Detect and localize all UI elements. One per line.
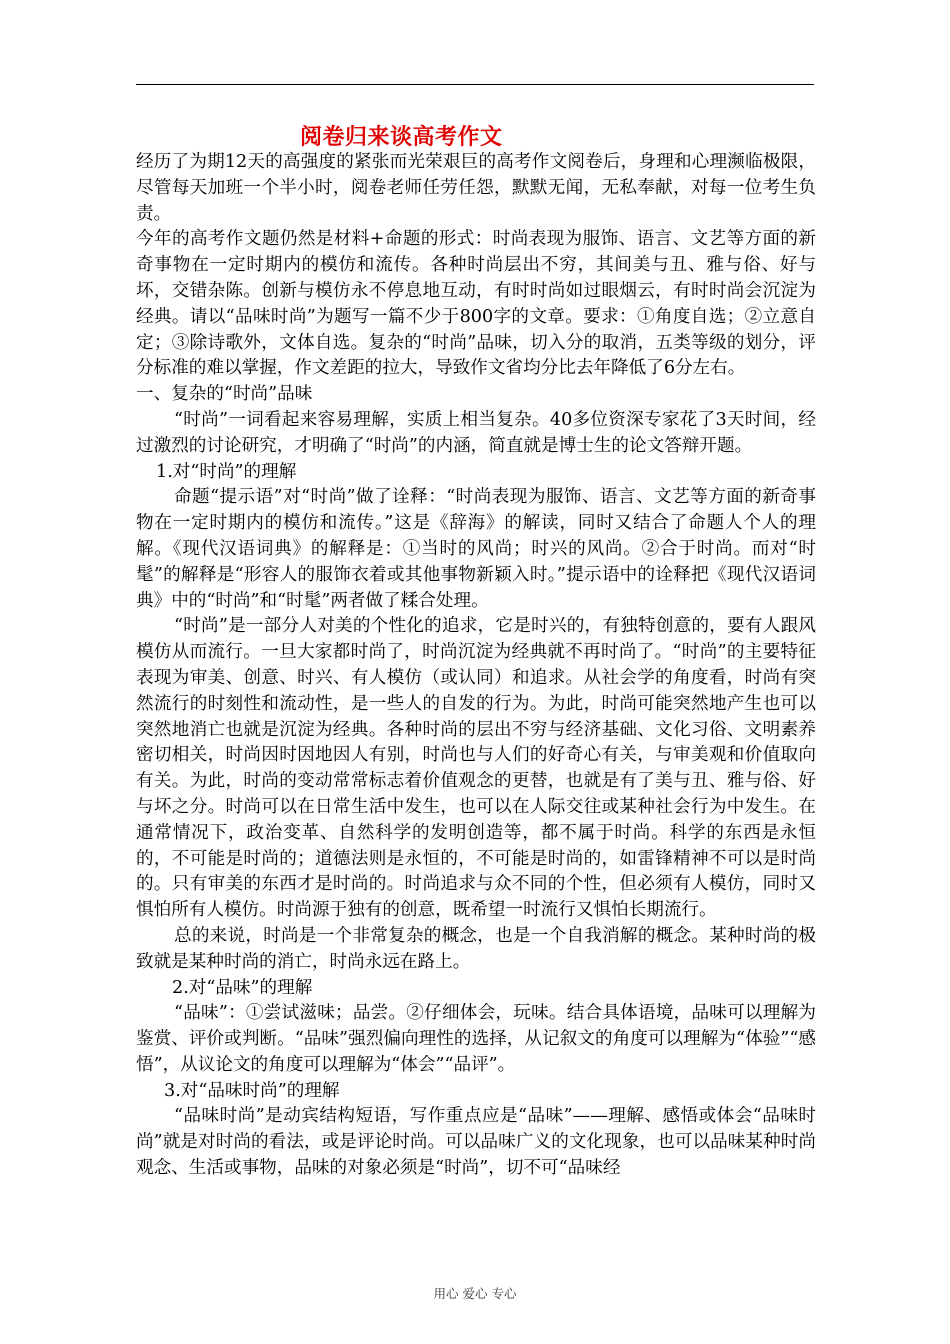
header-rule <box>136 84 814 85</box>
page-footer: 用心 爱心 专心 <box>433 1286 517 1301</box>
section-heading-1: 一、复杂的“时尚”品味 <box>136 384 313 405</box>
subsection-heading-2: 2.对“品味”的理解 <box>172 977 313 998</box>
paragraph-prompt: 今年的高考作文题仍然是材料+命题的形式：时尚表现为服饰、语言、文艺等方面的新奇事物在一定时期内的模仿和流传。各种时尚层出不穷，其间美与丑、雅与俗、好与坏，交错杂陈。创新与模仿永不停息地互动，有时时尚如过眼烟云，有时时尚会沉淀为经典。请以“品味时尚”为题写一篇不少于800字的文章。要求：①角度自选；②立意自定；③除诗歌外，文体自选。复杂的“时尚”品味，切入分的取消，五类等级的划分，评分标准的难以掌握，作文差距的拉大，导致作文省均分比去年降低了6分左右。 <box>136 229 816 379</box>
paragraph-intro: 经历了为期12天的高强度的紧张而光荣艰巨的高考作文阅卷后，身理和心理濒临极限，尽管每天加班一个半小时，阅卷老师任劳任怨，默默无闻，无私奉献，对每一位考生负责。 <box>136 152 816 224</box>
document-title: 阅卷归来谈高考作文 <box>300 125 503 150</box>
subsection-heading-3: 3.对“品味时尚”的理解 <box>164 1080 340 1101</box>
paragraph-body: “品味”：①尝试滋味；品尝。②仔细体会，玩味。结合具体语境，品味可以理解为鉴赏、评价或判断。“品味”强烈偏向理性的选择，从记叙文的角度可以理解为“体验”“感悟”，从议论文的角度可以理解为“体会”“品评”。 <box>136 1003 816 1075</box>
paragraph-body: “时尚”一词看起来容易理解，实质上相当复杂。40多位资深专家花了3天时间，经过激烈的讨论研究，才明确了“时尚”的内涵，简直就是博士生的论文答辩开题。 <box>136 409 816 456</box>
paragraph-body: “时尚”是一部分人对美的个性化的追求，它是时兴的，有独特创意的，要有人跟风模仿从而流行。一旦大家都时尚了，时尚沉淀为经典就不再时尚了。“时尚”的主要特征表现为审美、创意、时兴、有人模仿（或认同）和追求。从社会学的角度看，时尚有突然流行的时刻性和流动性，是一些人的自发的行为。为此，时尚可能突然地产生也可以突然地消亡也就是沉淀为经典。各种时尚的层出不穷与经济基础、文化习俗、文明素养密切相关，时尚因时因地因人有别，时尚也与人们的好奇心有关，与审美观和价值取向有关。为此，时尚的变动常常标志着价值观念的更替，也就是有了美与丑、雅与俗、好与坏之分。时尚可以在日常生活中发生，也可以在人际交往或某种社会行为中发生。在通常情况下，政治变革、自然科学的发明创造等，都不属于时尚。科学的东西是永恒的，不可能是时尚的；道德法则是永恒的，不可能是时尚的，如雷锋精神不可以是时尚的。只有审美的东西才是时尚的。时尚追求与众不同的个性，但必须有人模仿，同时又惧怕所有人模仿。时尚源于独有的创意，既希望一时流行又惧怕长期流行。 <box>136 616 816 921</box>
paragraph-body: 总的来说，时尚是一个非常复杂的概念，也是一个自我消解的概念。某种时尚的极致就是某种时尚的消亡，时尚永远在路上。 <box>136 925 816 972</box>
paragraph-body: 命题“提示语”对“时尚”做了诠释：“时尚表现为服饰、语言、文艺等方面的新奇事物在一定时期内的模仿和流传。”这是《辞海》的解读，同时又结合了命题人个人的理解。《现代汉语词典》的解释是：①当时的风尚；时兴的风尚。②合于时尚。而对“时髦”的解释是“形容人的服饰衣着或其他事物新颖入时。”提示语中的诠释把《现代汉语词典》中的“时尚”和“时髦”两者做了糅合处理。 <box>136 487 816 611</box>
subsection-heading-1: 1.对“时尚”的理解 <box>156 461 297 482</box>
paragraph-body: “品味时尚”是动宾结构短语，写作重点应是“品味”——理解、感悟或体会“品味时尚”就是对时尚的看法，或是评论时尚。可以品味广义的文化现象，也可以品味某种时尚观念、生活或事物，品味的对象必须是“时尚”，切不可“品味经 <box>136 1106 816 1179</box>
document-body <box>136 150 816 1182</box>
